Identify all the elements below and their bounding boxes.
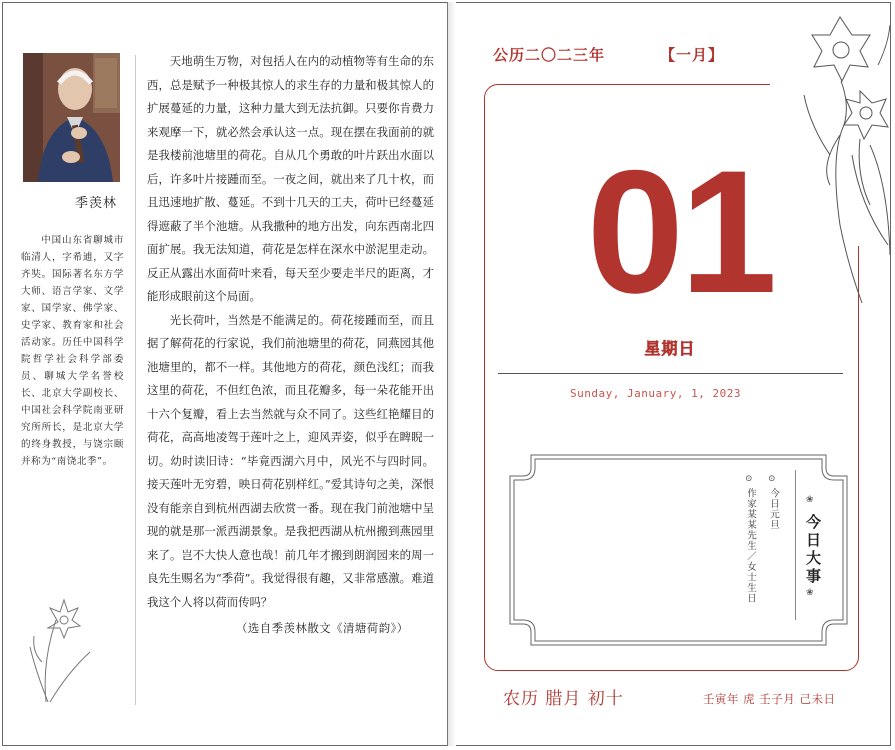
- column-divider: [135, 55, 136, 705]
- events-box: [509, 454, 848, 646]
- author-portrait: [23, 53, 120, 182]
- book-spine: [447, 2, 448, 746]
- event-bullet-icon: ⊙: [745, 474, 753, 484]
- divider-line: [498, 373, 843, 374]
- event-item: 今日元旦: [768, 488, 779, 530]
- day-number: 01: [586, 135, 774, 330]
- year-label: 公历二〇二三年: [493, 46, 606, 64]
- ganzhi-date: 壬寅年 虎 壬子月 己未日: [703, 692, 836, 706]
- lunar-date: 农历 腊月 初十: [503, 689, 624, 709]
- author-bio: [21, 232, 124, 470]
- event-item: 作家某某先生／女士生日: [745, 488, 756, 604]
- author-bio-text: 中国山东省聊城市临清人，字希逋，又字齐奘。国际著名东方学大师、语言学家、文学家、国学家、佛学家、史学家、教育家和社会活动家。历任中国科学院哲学社会科学部委员、聊城大学名誉校长、北京大学副校长、中国社会科学院南亚研究所所长，是北京大学的终身教授，与饶宗颐并称为“南饶北季”。: [21, 235, 124, 467]
- english-date: Sunday, January, 1, 2023: [570, 387, 741, 400]
- events-separator: [795, 470, 796, 620]
- event-bullet-icon: ⊙: [768, 474, 776, 484]
- narcissus-flower-illustration: [800, 5, 892, 309]
- ornament-dot-icon: ❀: [806, 495, 814, 505]
- article-paragraph: 光长荷叶，当然是不能满足的。荷花接踵而至，而且据了解荷花的行家说，我们前池塘里的荷花，同燕园其他池塘里的，都不一样。其他地方的荷花，颜色浅红；而我这里的荷花，不但红色浓，而且花瓣多，每一朵花能开出十六个复瓣，看上去当然就与众不同了。这些红艳耀目的荷花，高高地凌驾于莲叶之上，迎风弄姿，似乎在睥睨一切。幼时读旧诗：“毕竟西湖六月中，风光不与四时同。接天莲叶无穷碧，映日荷花别样红。”爱其诗句之美，深恨没有能亲自到杭州西湖去欣赏一番。现在我门前池塘中呈现的就是那一派西湖景象。是我把西湖从杭州搬到燕园里来了。岂不大快人意也哉！前几年才搬到朗润园来的周一良先生赐名为“季荷”。我觉得很有趣，又非常感激。难道我这个人将以荷而传吗？: [147, 312, 434, 609]
- article-text: [147, 50, 434, 614]
- ornament-dot-icon: ❀: [806, 588, 814, 598]
- small-flower-illustration: [28, 592, 98, 708]
- article-source: （选自季羡林散文《清塘荷韵》）: [236, 621, 409, 635]
- author-name: 季羡林: [75, 196, 118, 211]
- weekday-label: 星期日: [644, 339, 696, 358]
- month-label: 【一月】: [660, 46, 725, 64]
- events-title: 今日大事: [804, 514, 822, 586]
- spine-shadow: [448, 2, 456, 746]
- article-paragraph: 天地萌生万物，对包括人在内的动植物等有生命的东西，总是赋予一种极其惊人的求生存的力量和极其惊人的扩展蔓延的力量，这种力量大到无法抗御。只要你肯费力来观摩一下，就必然会承认这一点。现在摆在我面前的就是我楼前池塘里的荷花。自从几个勇敢的叶片跃出水面以后，许多叶片接踵而至。一夜之间，就出来了几十枚，而且迅速地扩散、蔓延。不到十几天的工夫，荷叶已经蔓延得遮蔽了半个池塘。从我撒种的地方出发，向东西南北四面扩展。我无法知道，荷花是怎样在深水中淤泥里走动。反正从露出水面荷叶来看，每天至少要走半尺的距离，才能形成眼前这个局面。: [147, 54, 434, 303]
